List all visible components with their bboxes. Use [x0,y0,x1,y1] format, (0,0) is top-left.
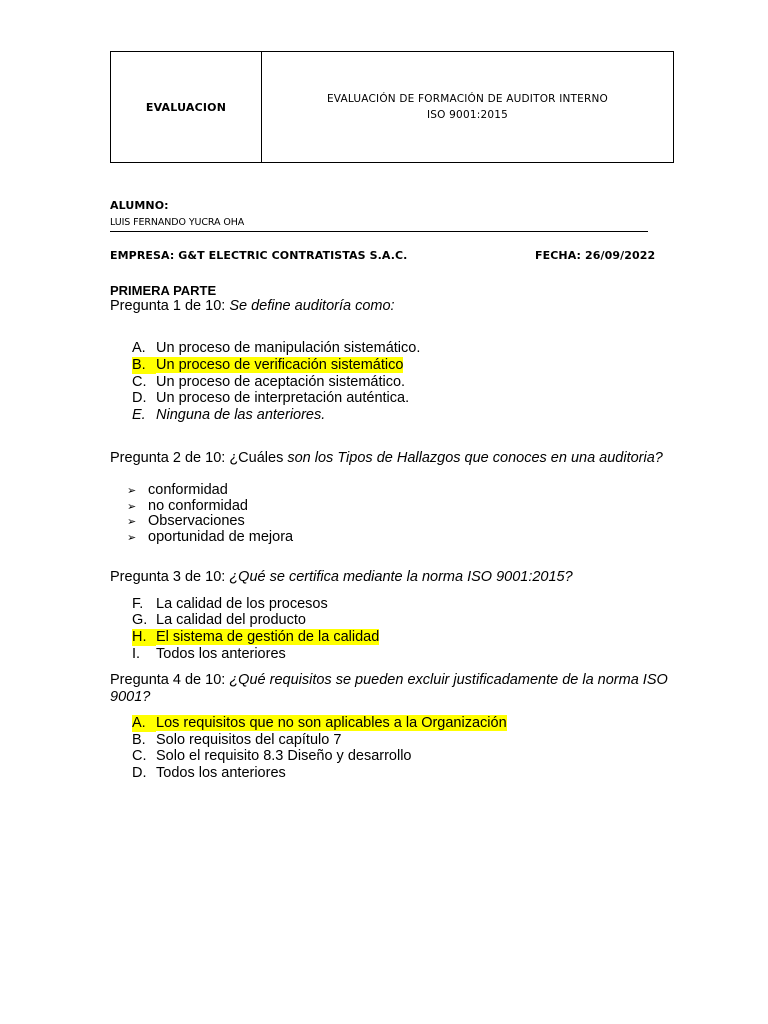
option-letter: D. [132,390,147,406]
option-letter: I. [132,646,141,662]
arrow-bullet-icon: ➢ [127,515,137,528]
option-letter: C. [132,748,147,764]
company-label: EMPRESA: G&T ELECTRIC CONTRATISTAS S.A.C. [110,249,408,262]
header-title-line1: EVALUACIÓN DE FORMACIÓN DE AUDITOR INTERNO [326,93,609,105]
student-underline [110,231,648,232]
option-letter: H. [132,629,156,646]
option-text: La calidad de los procesos [156,596,328,612]
question-2 [110,450,663,466]
bullet-text: Observaciones [148,513,245,529]
option-text: Un proceso de manipulación sistemático. [156,340,421,356]
bullet-text: no conformidad [148,498,248,514]
q4-option-d [132,765,286,782]
header-table [110,51,674,163]
arrow-bullet-icon: ➢ [127,500,137,513]
option-text: Todos los anteriores [156,646,286,662]
arrow-bullet-icon: ➢ [127,531,137,544]
date-label: FECHA: 26/09/2022 [535,249,656,262]
arrow-bullet-icon: ➢ [127,484,137,497]
question-3 [110,569,573,585]
question-1-prefix: Pregunta 1 de 10: [110,298,230,314]
q4-option-c [132,748,412,765]
option-text: La calidad del producto [156,612,306,628]
q2-bullet-item [127,529,293,546]
header-right-cell [262,52,673,162]
student-label: ALUMNO: [110,199,169,212]
question-1 [110,298,395,314]
q1-option-d [132,390,409,407]
option-text: Ninguna de las anteriores. [156,407,326,423]
q2-bullet-item [127,482,228,499]
q1-option-b [132,357,403,374]
question-2-prefix: Pregunta 2 de 10: [110,450,230,466]
option-letter: A. [132,715,156,732]
q3-option-g [132,612,306,629]
option-letter: C. [132,374,147,390]
option-text: Solo el requisito 8.3 Diseño y desarrollo [156,748,412,764]
question-2-lead: ¿Cuáles [229,450,288,466]
q1-option-e [132,407,325,424]
header-title-line2: ISO 9001:2015 [427,109,508,121]
option-text: Todos los anteriores [156,765,286,781]
q1-option-c [132,374,405,391]
question-3-text: ¿Qué se certifica mediante la norma ISO 9001:2015? [229,569,573,585]
section-title: PRIMERA PARTE [110,283,217,298]
student-name: LUIS FERNANDO YUCRA OHA [110,217,245,228]
option-letter: G. [132,612,148,628]
bullet-text: conformidad [148,482,228,498]
q2-bullet-item [127,513,245,530]
q3-option-h [132,629,379,646]
question-4-text-line2: 9001? [110,689,151,705]
question-3-prefix: Pregunta 3 de 10: [110,569,230,585]
q4-option-b [132,732,341,749]
question-4-prefix: Pregunta 4 de 10: [110,672,230,688]
option-text: Solo requisitos del capítulo 7 [156,732,342,748]
option-letter: A. [132,340,146,356]
question-1-text: Se define auditoría como: [229,298,395,314]
option-letter: E. [132,407,146,423]
option-text: Los requisitos que no son aplicables a la Organización [156,715,507,731]
option-letter: F. [132,596,144,612]
option-text: El sistema de gestión de la calidad [156,629,380,645]
question-2-text: son los Tipos de Hallazgos que conoces en una auditoria? [287,450,663,466]
question-4-text: ¿Qué requisitos se pueden excluir justificadamente de la norma ISO [229,672,668,688]
q1-option-a [132,340,420,357]
header-left-cell [111,52,262,162]
option-letter: B. [132,732,146,748]
option-text: Un proceso de verificación sistemático [156,357,404,373]
option-letter: B. [132,357,156,374]
q3-option-i [132,646,286,663]
q4-option-a [132,715,507,732]
header-left-label: EVALUACION [145,100,227,114]
q3-option-f [132,596,328,613]
question-4 [110,672,668,706]
option-text: Un proceso de interpretación auténtica. [156,390,410,406]
option-letter: D. [132,765,147,781]
option-text: Un proceso de aceptación sistemático. [156,374,406,390]
bullet-text: oportunidad de mejora [148,529,294,545]
